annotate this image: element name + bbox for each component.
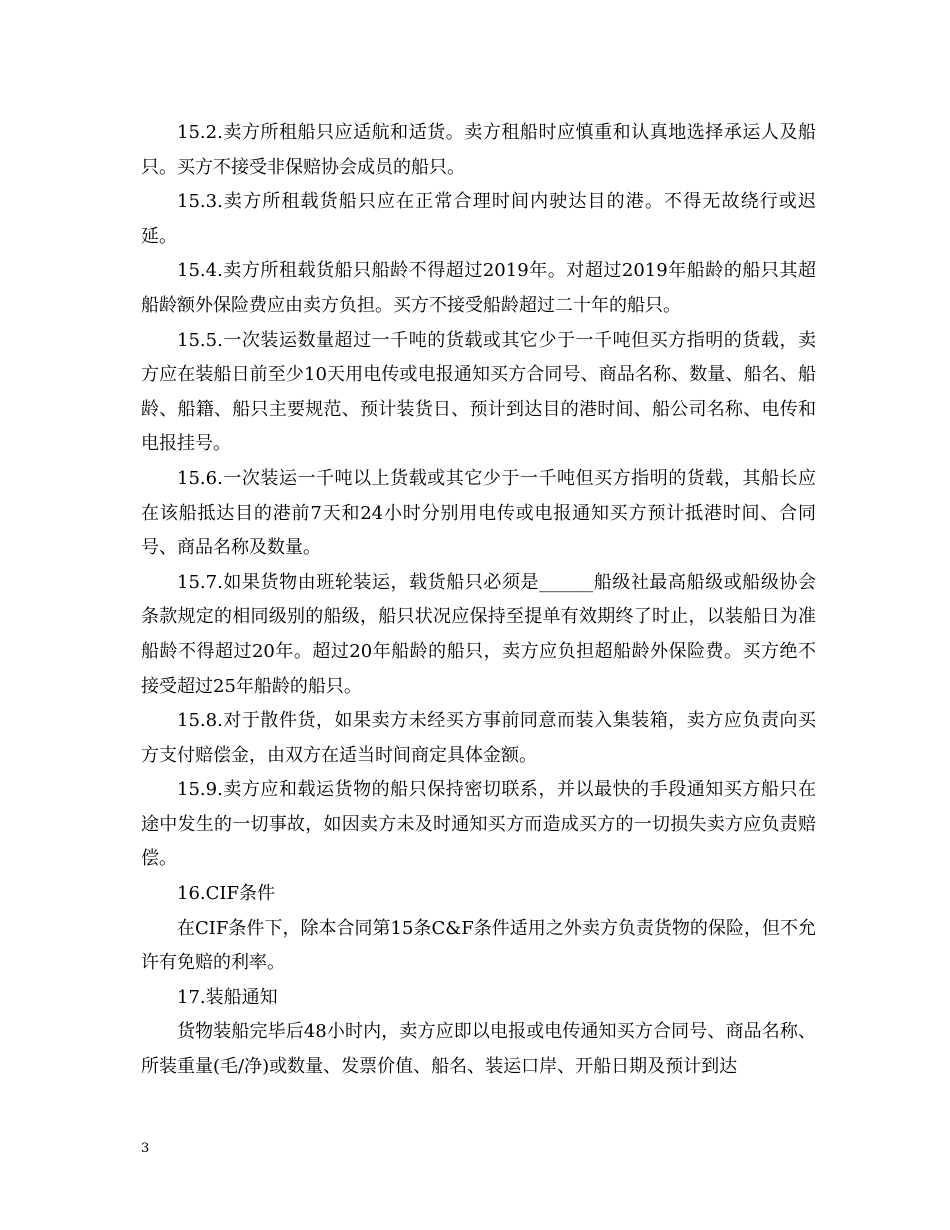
clause-15-7: 15.7.如果货物由班轮装运，载货船只必须是______船级社最高船级或船级协会条款规定的相同级别的船级，船只状况应保持至提单有效期终了时止，以装船日为准船龄不得超过20年。超过20年船龄的船只，卖方应负担超船龄外保险费。买方绝不接受超过25年船龄的船只。	[141, 571, 816, 697]
section-17-body: 货物装船完毕后48小时内，卖方应即以电报或电传通知买方合同号、商品名称、所装重量(毛/净)或数量、发票价值、船名、装运口岸、开船日期及预计到达	[141, 1021, 816, 1078]
document-body	[141, 116, 816, 1085]
section-heading-17: 17.装船通知	[177, 986, 278, 1008]
clause-15-8: 15.8.对于散件货，如果卖方未经买方事前同意而装入集装箱，卖方应负责向买方支付赔偿金，由双方在适当时间商定具体金额。	[141, 710, 816, 766]
section-16-body: 在CIF条件下，除本合同第15条C&F条件适用之外卖方负责货物的保险，但不允许有免赔的利率。	[141, 917, 816, 974]
clause-15-6: 15.6.一次装运一千吨以上货载或其它少于一千吨但买方指明的货载，其船长应在该船抵达目的港前7天和24小时分别用电传或电报通知买方预计抵港时间、合同号、商品名称及数量。	[141, 467, 816, 559]
section-heading-16: 16.CIF条件	[177, 883, 275, 905]
clause-15-3: 15.3.卖方所租载货船只应在正常合理时间内驶达目的港。不得无故绕行或迟延。	[141, 191, 816, 247]
clause-15-4: 15.4.卖方所租载货船只船龄不得超过2019年。对超过2019年船龄的船只其超船龄额外保险费应由卖方负担。买方不接受船龄超过二十年的船只。	[141, 260, 816, 316]
page-number: 3	[141, 1141, 150, 1156]
clause-15-2: 15.2.卖方所租船只应适航和适货。卖方租船时应慎重和认真地选择承运人及船只。买方不接受非保赔协会成员的船只。	[141, 122, 816, 178]
clause-15-9: 15.9.卖方应和载运货物的船只保持密切联系，并以最快的手段通知买方船只在途中发生的一切事故，如因卖方未及时通知买方而造成买方的一切损失卖方应负责赔偿。	[141, 779, 816, 870]
clause-15-5: 15.5.一次装运数量超过一千吨的货载或其它少于一千吨但买方指明的货载，卖方应在装船日前至少10天用电传或电报通知买方合同号、商品名称、数量、船名、船龄、船籍、船只主要规范、预计装货日、预计到达目的港时间、船公司名称、电传和电报挂号。	[141, 329, 816, 455]
